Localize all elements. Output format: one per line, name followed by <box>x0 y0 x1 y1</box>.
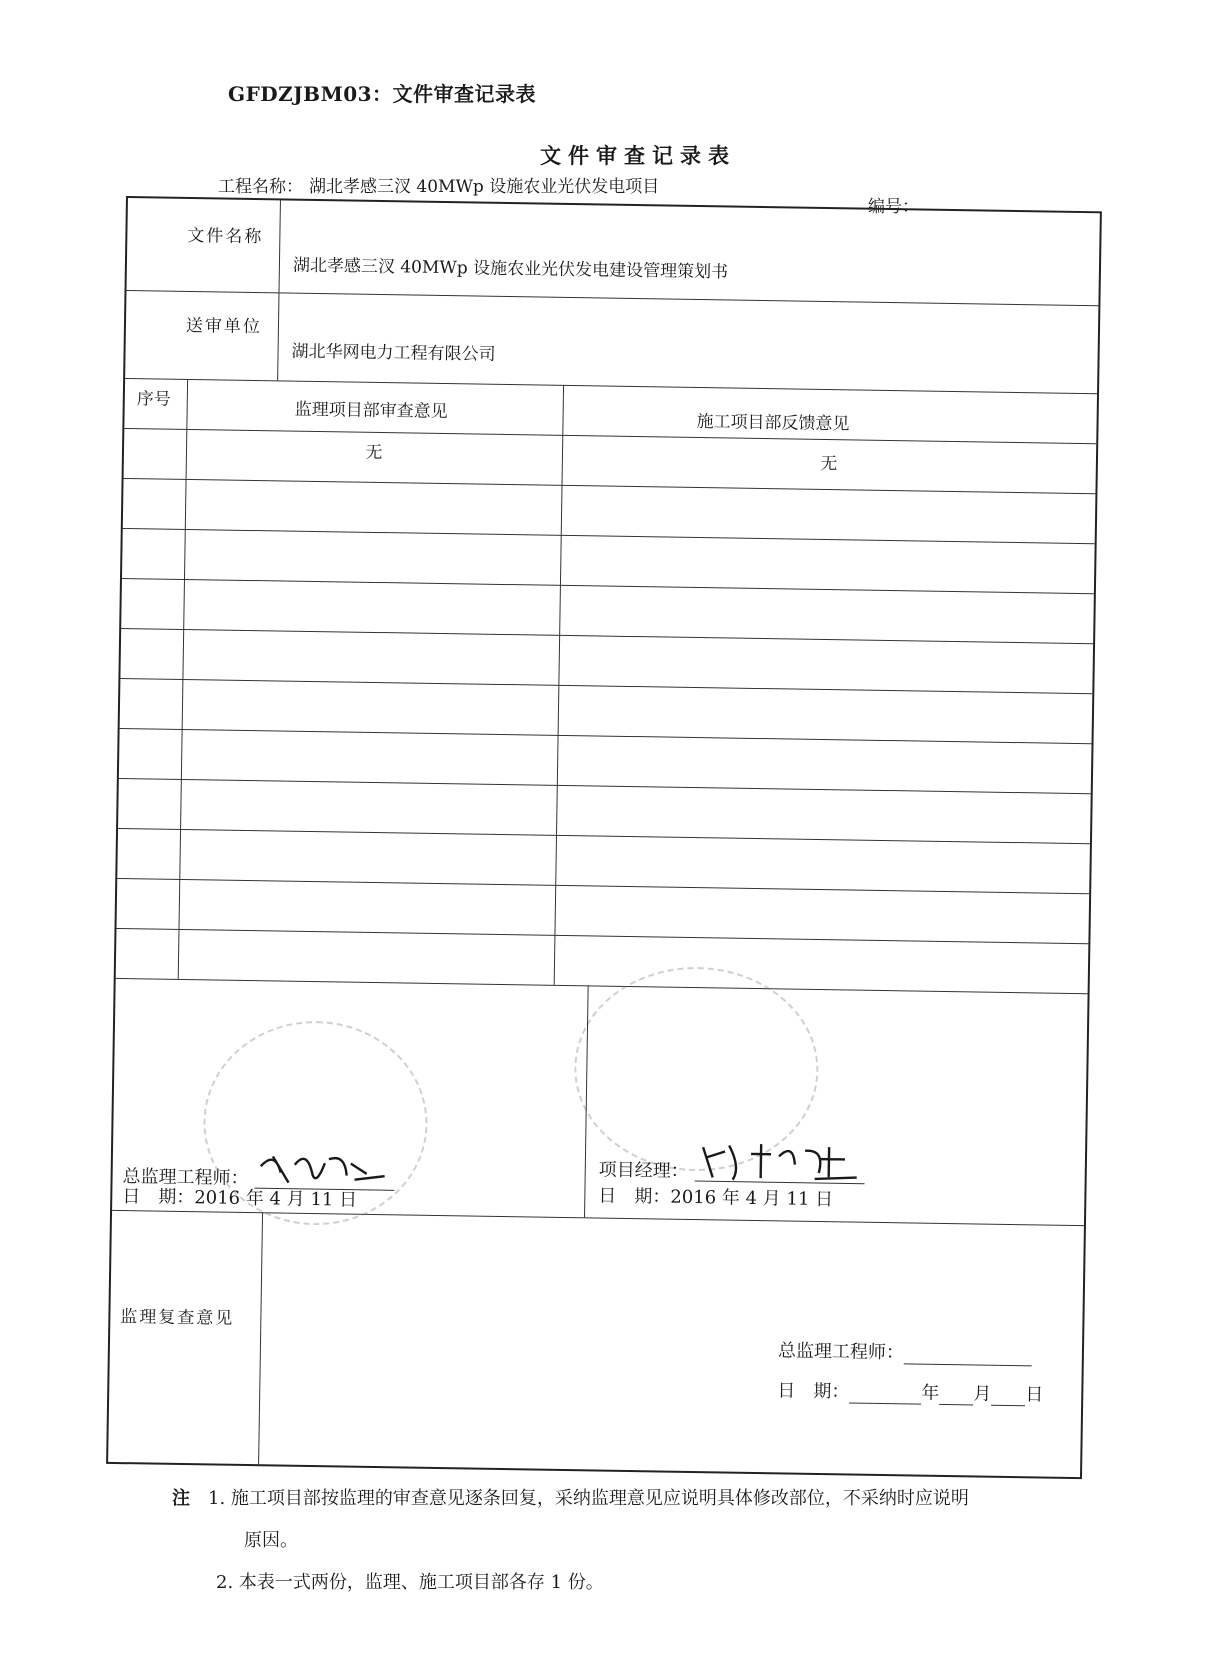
file-name-row <box>127 198 1100 306</box>
row-seq <box>141 592 142 628</box>
row-supervision-opinion <box>185 485 562 535</box>
row-supervision-opinion <box>182 635 559 685</box>
signature-row <box>112 978 1088 1226</box>
note-1-text: 1. 施工项目部按监理的审查意见逐条回复，采纳监理意见应说明具体修改部位，不采纳时应说明 <box>208 1488 969 1509</box>
form-code: GFDZJBM03：文件审查记录表 <box>228 82 537 106</box>
note-item-1-cont: 原因。 <box>244 1530 298 1551</box>
row-seq <box>137 842 138 878</box>
review-chief-sign <box>778 1336 1032 1366</box>
row-supervision-opinion <box>181 735 558 785</box>
project-label: 工程名称： <box>218 177 303 197</box>
row-seq <box>140 642 141 678</box>
row-seq <box>139 742 140 778</box>
file-name-label: 文件名称 <box>187 225 264 248</box>
file-name-value: 湖北孝感三汊 40MWp 设施农业光伏发电建设管理策划书 <box>292 255 729 283</box>
row-seq <box>136 942 137 978</box>
row-supervision-opinion <box>184 535 561 585</box>
review-day: 日 <box>1025 1384 1044 1406</box>
review-month: 月 <box>973 1383 992 1405</box>
review-form-table <box>106 196 1102 1479</box>
row-seq <box>138 792 139 828</box>
review-date <box>777 1376 1043 1406</box>
review-year: 年 <box>921 1382 940 1404</box>
project-manager-signature <box>694 1137 865 1186</box>
chief-engineer-date: 日 期：2016 年 4 月 11 日 <box>122 1186 358 1211</box>
chief-engineer-label: 总监理工程师： <box>122 1166 249 1190</box>
note-item-1 <box>172 1478 969 1520</box>
row-seq <box>140 692 141 728</box>
project-manager-sign <box>599 1136 865 1186</box>
notes-head: 注 <box>172 1488 190 1509</box>
row-seq <box>136 892 137 928</box>
project-manager-label: 项目经理： <box>598 1159 689 1182</box>
col-supervision-header: 监理项目部审查意见 <box>294 399 448 423</box>
project-manager-date: 日 期：2016 年 4 月 11 日 <box>598 1185 834 1211</box>
col-construction-header: 施工项目部反馈意见 <box>696 411 850 435</box>
row-seq <box>142 542 143 578</box>
row-supervision-opinion <box>183 585 560 635</box>
review-row <box>108 1210 1084 1479</box>
row-supervision-opinion <box>178 885 555 935</box>
project-name: 湖北孝感三汊 40MWp 设施农业光伏发电项目 <box>309 177 660 197</box>
review-chief-blank <box>904 1343 1032 1366</box>
row-seq <box>144 442 145 478</box>
review-label: 监理复查意见 <box>120 1307 235 1329</box>
row-seq <box>143 492 144 528</box>
note-item-2: 2. 本表一式两份，监理、施工项目部各存 1 份。 <box>216 1572 604 1593</box>
row-supervision-opinion: 无 <box>365 442 383 464</box>
col-seq-header: 序号 <box>136 389 171 410</box>
review-chief-label: 总监理工程师： <box>777 1340 905 1364</box>
row-supervision-opinion <box>178 935 555 985</box>
submit-unit-label: 送审单位 <box>185 315 263 338</box>
submit-unit-row <box>125 290 1098 394</box>
row-supervision-opinion <box>179 835 556 885</box>
submit-unit-value: 湖北华网电力工程有限公司 <box>291 341 496 365</box>
document-title: 文件审查记录表 <box>540 143 736 168</box>
number-label: 编号： <box>868 197 919 217</box>
row-construction-feedback: 无 <box>820 453 838 475</box>
row-supervision-opinion <box>182 685 559 735</box>
review-date-label: 日 期： <box>777 1380 850 1403</box>
row-supervision-opinion <box>180 785 557 835</box>
notes-section <box>172 1478 969 1604</box>
project-line <box>218 172 659 197</box>
